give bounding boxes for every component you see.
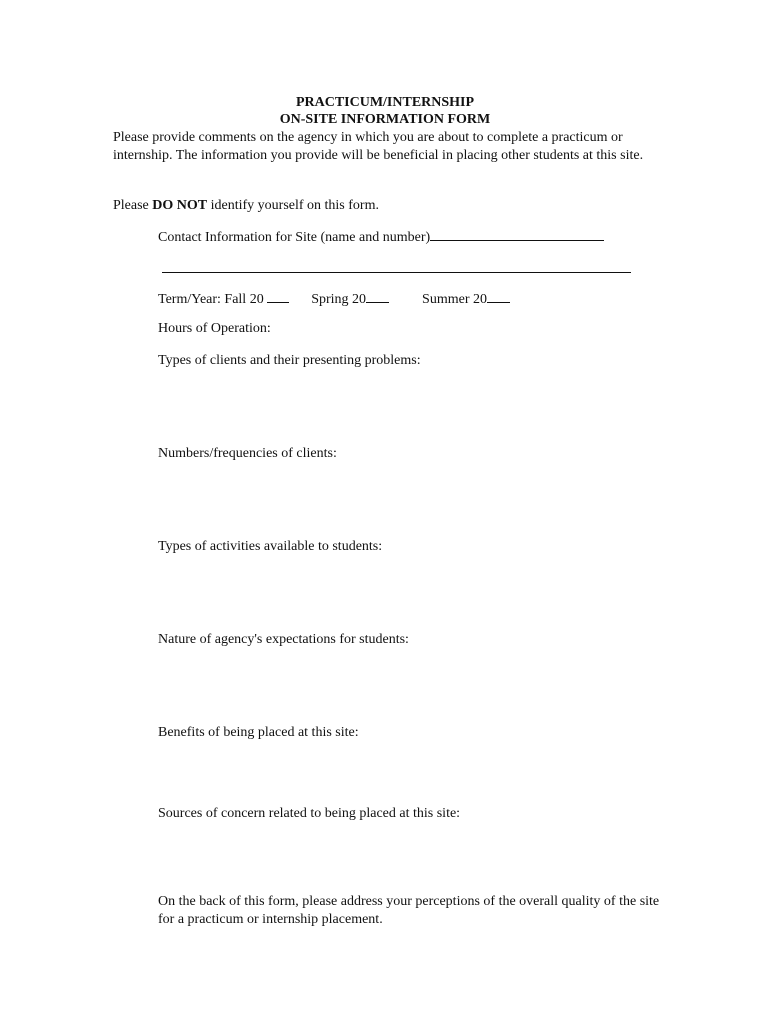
- term-fall-label: Term/Year: Fall 20: [158, 292, 264, 307]
- term-year-row: [158, 289, 510, 308]
- term-spring-label: Spring 20: [311, 292, 367, 307]
- notice-prefix: Please: [113, 198, 153, 213]
- closing-instructions: On the back of this form, please address your perceptions of the overall quality of the site for a practicum or internship placement.: [158, 894, 660, 927]
- concerns-label: Sources of concern related to being placed at this site:: [158, 806, 461, 821]
- anonymity-notice: [113, 197, 379, 214]
- benefits-label: Benefits of being placed at this site:: [158, 725, 359, 740]
- fall-year-field[interactable]: [267, 289, 289, 303]
- term-summer-label: Summer 20: [422, 292, 487, 307]
- form-title-line2: ON-SITE INFORMATION FORM: [279, 112, 491, 127]
- contact-info-field[interactable]: [430, 228, 604, 241]
- clients-label: Types of clients and their presenting problems:: [158, 353, 421, 368]
- notice-bold: DO NOT: [152, 198, 208, 213]
- activities-label: Types of activities available to students:: [158, 539, 383, 554]
- spring-year-field[interactable]: [366, 289, 389, 303]
- intro-paragraph: Please provide comments on the agency in which you are about to complete a practicum or internship. The information you provide will be beneficial in placing other students at this site.: [113, 130, 644, 163]
- contact-info-row: [158, 228, 604, 246]
- expectations-label: Nature of agency's expectations for students:: [158, 632, 409, 647]
- contact-info-second-line[interactable]: [162, 272, 631, 273]
- notice-suffix: identify yourself on this form.: [207, 198, 379, 213]
- form-title-line1: PRACTICUM/INTERNSHIP: [295, 95, 475, 110]
- hours-label: Hours of Operation:: [158, 321, 271, 336]
- frequency-label: Numbers/frequencies of clients:: [158, 446, 337, 461]
- contact-info-label: Contact Information for Site (name and number): [158, 230, 431, 245]
- summer-year-field[interactable]: [487, 290, 510, 303]
